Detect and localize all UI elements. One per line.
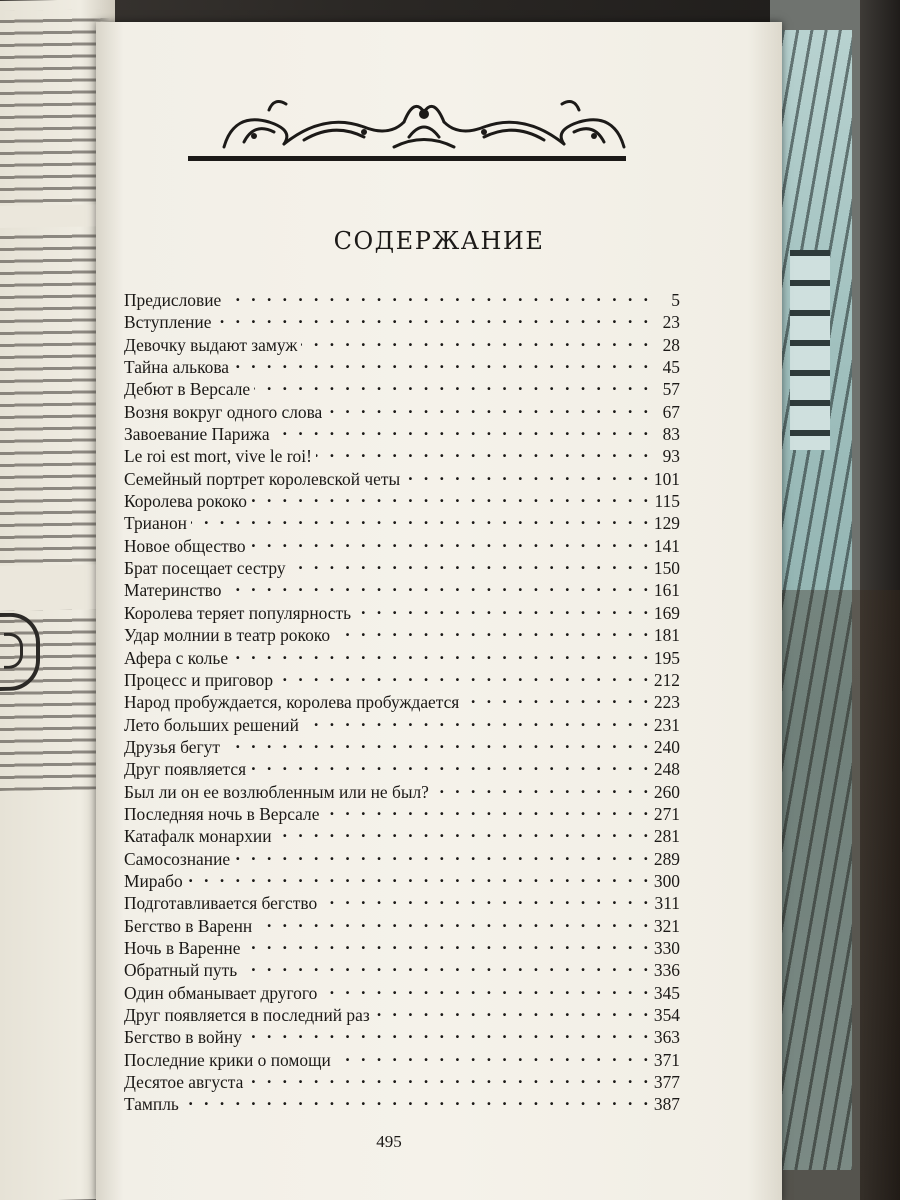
toc-dot-leader	[355, 597, 648, 619]
toc-dot-leader	[277, 664, 648, 686]
toc-dot-leader	[290, 552, 648, 574]
toc-entry-title: Королева рококо	[124, 491, 247, 512]
toc-dot-leader	[276, 820, 648, 842]
toc-entry-title: Бегство в Варенн	[124, 915, 253, 936]
toc-dot-leader	[247, 1066, 648, 1088]
toc-entry-page: 311	[654, 893, 680, 914]
toc-entry-page: 240	[653, 736, 680, 757]
toc-entry-page: 169	[653, 602, 680, 623]
toc-entry	[124, 865, 680, 891]
toc-entry-title: Был ли он ее возлюбленным или не был?	[124, 781, 429, 802]
toc-entry-title: Мирабо	[124, 870, 183, 891]
toc-dot-leader	[225, 284, 648, 306]
toc-dot-leader	[374, 999, 648, 1021]
toc-entry-page: 101	[653, 468, 680, 489]
toc-entry-page: 23	[662, 312, 680, 333]
toc-dot-leader	[225, 574, 648, 596]
toc-entry-title: Друг появляется	[124, 759, 247, 780]
toc-dot-leader	[404, 463, 648, 485]
toc-dot-leader	[256, 910, 648, 932]
toc-entry-title: Предисловие	[124, 290, 222, 310]
toc-entry-title: Процесс и приговор	[124, 669, 274, 690]
toc-entry-title: Завоевание Парижа	[124, 424, 270, 445]
toc-entry-title: Катафалк монархии	[124, 826, 272, 847]
toc-dot-leader	[215, 306, 648, 328]
toc-entry-title: Афера с колье	[124, 647, 229, 668]
toc-entry-title: Девочку выдают замуж	[124, 334, 298, 355]
toc-entry-page: 281	[653, 826, 680, 847]
toc-entry	[124, 530, 680, 556]
toc-dot-leader	[321, 977, 648, 999]
toc-entry-title: Тампль	[124, 1094, 179, 1115]
toc-entry-page: 336	[653, 960, 680, 981]
toc-dot-leader	[234, 843, 648, 865]
toc-entry-page: 181	[653, 625, 680, 646]
toc-entry-page: 115	[654, 491, 680, 512]
toc-entry-page: 57	[662, 379, 680, 400]
toc-entry-page: 212	[653, 669, 680, 690]
toc-entry-title: Ночь в Варенне	[124, 937, 241, 958]
toc-dot-leader	[326, 396, 648, 418]
toc-entry-title: Друг появляется в последний раз	[124, 1005, 370, 1025]
toc-entry-page: 195	[653, 647, 680, 668]
toc-entry-page: 248	[653, 759, 680, 780]
toc-entry-title: Новое общество	[124, 535, 246, 556]
toc-dot-leader	[241, 954, 648, 976]
toc-entry	[124, 887, 680, 914]
toc-dot-leader	[323, 798, 648, 820]
background-shelf	[770, 590, 900, 1200]
toc-entry-page: 161	[653, 580, 680, 601]
toc-entry-page: 223	[653, 692, 680, 713]
toc-entry-title: Трианон	[124, 513, 187, 534]
toc-entry-title: Le roi est mort, vive le roi!	[124, 446, 312, 467]
toc-entry-title: Вступление	[124, 312, 212, 333]
toc-dot-leader	[274, 418, 648, 440]
toc-entry-title: Последняя ночь в Версале	[124, 803, 320, 824]
toc-entry-page: 345	[653, 982, 680, 1003]
toc-dot-leader	[233, 351, 648, 373]
toc-dot-leader	[187, 865, 648, 887]
toc-entry-page: 289	[653, 848, 680, 869]
toc-entry-page: 377	[653, 1072, 680, 1093]
toc-entry-page: 371	[653, 1049, 680, 1070]
toc-dot-leader	[183, 1088, 648, 1110]
toc-entry-title: Друзья бегут	[124, 736, 220, 757]
toc-entry-page: 93	[662, 446, 680, 467]
toc-dot-leader	[301, 329, 648, 351]
toc-dot-leader	[316, 440, 648, 462]
toc-dot-leader	[191, 507, 648, 529]
toc-entry-page: 5	[671, 290, 680, 310]
toc-entry-page: 387	[653, 1094, 680, 1115]
toc-entry-title: Подготавливается бегство	[124, 893, 318, 914]
contents-heading: СОДЕРЖАНИЕ	[333, 227, 545, 255]
toc-dot-leader	[244, 932, 648, 954]
toc-entry-page: 129	[653, 513, 680, 534]
floral-headpiece-icon	[214, 92, 634, 154]
toc-entry-title: Самосознание	[124, 848, 231, 869]
toc-entry-title: Лето больших решений	[124, 714, 299, 735]
toc-dot-leader	[224, 731, 648, 753]
toc-list	[124, 284, 680, 1115]
toc-entry-title: Последние крики о помощи	[124, 1049, 331, 1070]
toc-entry-title: Королева теряет популярность	[124, 602, 352, 623]
toc-entry-page: 28	[662, 334, 680, 355]
toc-dot-leader	[251, 485, 648, 507]
toc-entry	[124, 507, 680, 534]
toc-dot-leader	[334, 619, 648, 641]
toc-entry-title: Дебют в Версале	[124, 379, 251, 400]
contents-page	[96, 22, 782, 1200]
toc-dot-leader	[250, 530, 648, 552]
toc-entry-page: 67	[662, 401, 680, 422]
toc-entry-page: 150	[653, 558, 680, 579]
toc-dot-leader	[433, 776, 648, 798]
toc-entry-page: 83	[662, 424, 680, 445]
toc-dot-leader	[246, 1021, 648, 1043]
toc-entry-title: Один обманывает другого	[124, 982, 318, 1003]
toc-entry	[124, 1088, 680, 1115]
toc-entry-page: 354	[653, 1005, 680, 1025]
toc-entry-page: 363	[653, 1027, 680, 1048]
toc-dot-leader	[463, 686, 648, 708]
toc-entry-page: 231	[653, 714, 680, 735]
toc-entry-title: Удар молнии в театр рококо	[124, 625, 331, 646]
toc-entry-page: 330	[653, 937, 680, 958]
toc-dot-leader	[335, 1044, 648, 1066]
toc-entry-page: 300	[653, 870, 680, 891]
toc-entry-title: Семейный портрет королевской четы	[124, 468, 401, 489]
page-number: 495	[376, 1132, 402, 1151]
toc-entry-title: Обратный путь	[124, 960, 238, 981]
header-rule	[188, 156, 626, 161]
toc-entry-title: Материнство	[124, 580, 222, 601]
toc-dot-leader	[232, 642, 648, 664]
toc-entry-page: 141	[653, 535, 680, 556]
toc-entry-page: 45	[662, 357, 680, 378]
toc-entry-title: Бегство в войну	[124, 1027, 242, 1048]
toc-entry-page: 271	[653, 803, 680, 824]
toc-dot-leader	[250, 753, 648, 775]
toc-dot-leader	[321, 887, 648, 909]
toc-entry	[124, 284, 680, 310]
toc-entry-title: Тайна алькова	[124, 357, 230, 378]
toc-entry-page: 321	[653, 915, 680, 936]
toc-entry-title: Народ пробуждается, королева пробуждается	[124, 692, 460, 713]
toc-dot-leader	[303, 709, 648, 731]
toc-entry-page: 260	[653, 781, 680, 802]
toc-entry-title: Десятое августа	[124, 1072, 244, 1093]
toc-dot-leader	[254, 373, 648, 395]
toc-entry-title: Брат посещает сестру	[124, 558, 286, 579]
toc-entry-title: Возня вокруг одного слова	[124, 401, 323, 422]
